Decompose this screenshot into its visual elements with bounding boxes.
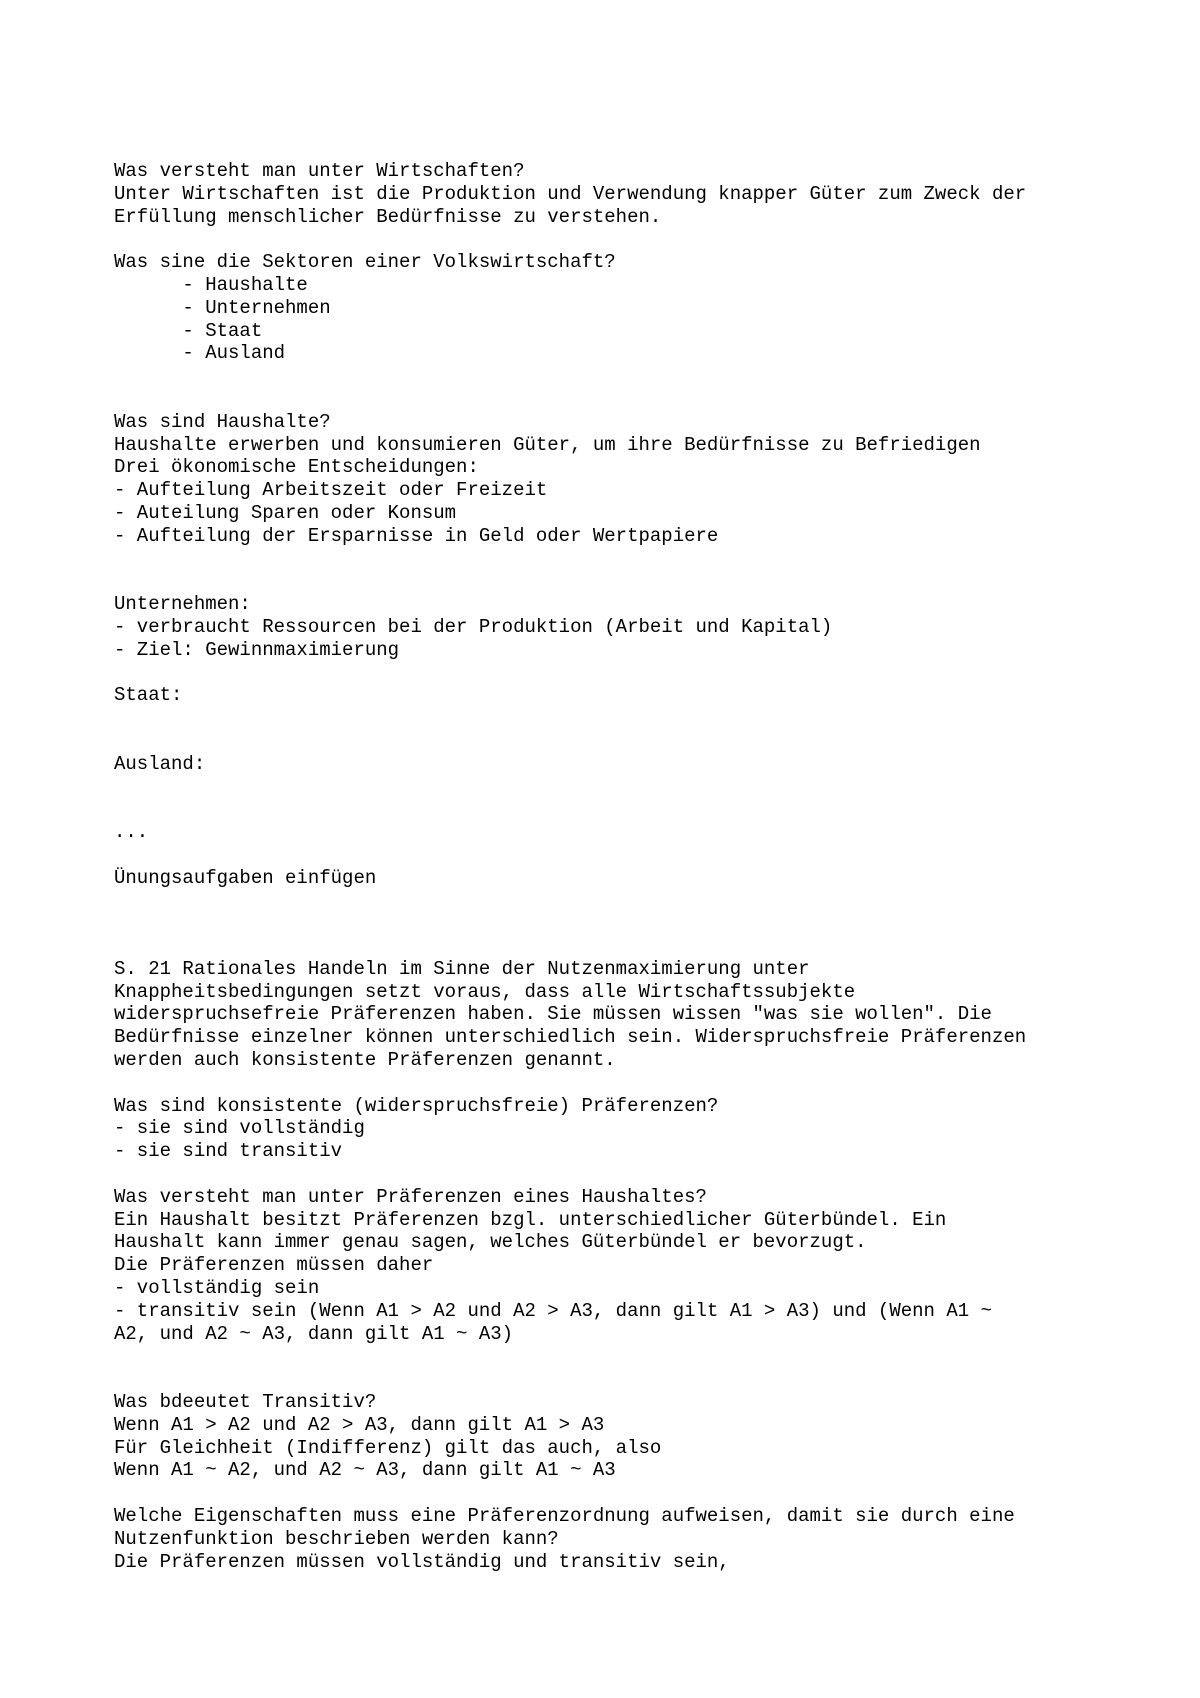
blank-line [114,776,1174,799]
document-page [114,160,1174,1573]
text-line: A2, und A2 ~ A3, dann gilt A1 ~ A3) [114,1322,514,1345]
text-line: - Aufteilung der Ersparnisse in Geld oder Wertpapiere [114,524,719,547]
blank-line [114,935,1174,958]
text-line: - Ziel: Gewinnmaximierung [114,638,400,661]
text-line: Was sind Haushalte? [114,410,331,433]
text-line: Für Gleichheit (Indifferenz) gilt das auch, also [114,1436,662,1459]
text-line: Was versteht man unter Wirtschaften? [114,160,525,182]
text-line: - Auteilung Sparen oder Konsum [114,501,457,524]
text-line: - sie sind transitiv [114,1140,343,1163]
blank-line [114,1163,1174,1186]
text-line: Wenn A1 > A2 und A2 > A3, dann gilt A1 > A3 [114,1413,605,1436]
text-line: - vollständig sein [114,1277,320,1300]
text-line: Die Präferenzen müssen vollständig und transitiv sein, [114,1550,730,1573]
text-line: Ein Haushalt besitzt Präferenzen bzgl. unterschiedlicher Güterbündel. Ein [114,1208,947,1231]
text-line: - verbraucht Ressourcen bei der Produktion (Arbeit und Kapital) [114,615,833,638]
text-line: Bedürfnisse einzelner können unterschiedlich sein. Widerspruchsfreie Präferenzen [114,1026,1027,1049]
text-line: S. 21 Rationales Handeln im Sinne der Nutzenmaximierung unter [114,957,810,980]
text-line: Staat: [114,684,183,707]
blank-line [114,730,1174,753]
text-line: - Aufteilung Arbeitszeit oder Freizeit [114,479,548,502]
text-line: - Staat [114,319,263,342]
blank-line [114,844,1174,867]
blank-line [114,662,1174,685]
text-line: Was sind konsistente (widerspruchsfreie) Präferenzen? [114,1094,719,1117]
text-line: Ausland: [114,752,206,775]
blank-line [114,228,1174,251]
text-line: Welche Eigenschaften muss eine Präferenzordnung aufweisen, damit sie durch eine [114,1505,1015,1528]
text-line: widerspruchsefreie Präferenzen haben. Sie müssen wissen "was sie wollen". Die [114,1003,992,1026]
blank-line [114,1368,1174,1391]
text-line: Erfüllung menschlicher Bedürfnisse zu verstehen. [114,205,662,228]
text-line: Unter Wirtschaften ist die Produktion und Verwendung knapper Güter zum Zweck der [114,182,1027,205]
blank-line [114,548,1174,571]
text-line: Knappheitsbedingungen setzt voraus, dass alle Wirtschaftssubjekte [114,980,856,1003]
text-line: Haushalt kann immer genau sagen, welches Güterbündel er bevorzugt. [114,1231,867,1254]
blank-line [114,912,1174,935]
text-line: Drei ökonomische Entscheidungen: [114,456,479,479]
text-line: Was versteht man unter Präferenzen eines Haushaltes? [114,1185,707,1208]
text-line: - Haushalte [114,273,308,296]
blank-line [114,1482,1174,1505]
blank-line [114,570,1174,593]
text-line: ... [114,821,149,844]
text-line: Was bdeeutet Transitiv? [114,1391,377,1414]
blank-line [114,798,1174,821]
text-line: Was sine die Sektoren einer Volkswirtschaft? [114,251,616,274]
text-line: - Ausland [114,342,286,365]
blank-line [114,388,1174,411]
blank-line [114,890,1174,913]
blank-line [114,1345,1174,1368]
blank-line [114,1072,1174,1095]
text-line: Unternehmen: [114,593,251,616]
blank-line [114,707,1174,730]
text-line: - sie sind vollständig [114,1117,365,1140]
text-line: - Unternehmen [114,296,331,319]
text-line: werden auch konsistente Präferenzen genannt. [114,1049,616,1072]
text-line: Nutzenfunktion beschrieben werden kann? [114,1527,559,1550]
text-line: - transitiv sein (Wenn A1 > A2 und A2 > A3, dann gilt A1 > A3) und (Wenn A1 ~ [114,1299,992,1322]
text-line: Ünungsaufgaben einfügen [114,866,377,889]
text-line: Wenn A1 ~ A2, und A2 ~ A3, dann gilt A1 ~ A3 [114,1459,616,1482]
text-line: Haushalte erwerben und konsumieren Güter, um ihre Bedürfnisse zu Befriedigen [114,433,981,456]
blank-line [114,365,1174,388]
text-line: Die Präferenzen müssen daher [114,1254,434,1277]
